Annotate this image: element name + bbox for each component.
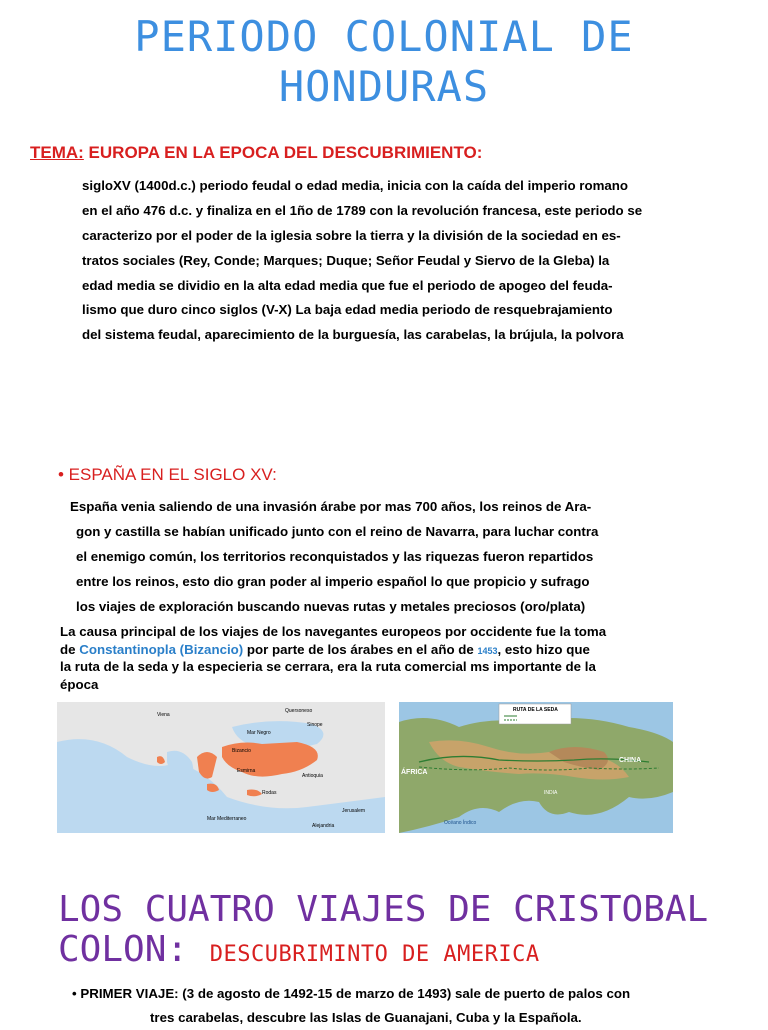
h2-line-1: LOS CUATRO VIAJES DE CRISTOBAL xyxy=(58,889,709,930)
viaje-line-2: tres carabelas, descubre las Islas de Guanajani, Cuba y la Española. xyxy=(150,1010,582,1025)
title-line-2: HONDURAS xyxy=(278,62,490,111)
p1-line: del sistema feudal, aparecimiento de la burguesía, las carabelas, la brújula, la polvora xyxy=(82,327,624,343)
cuatro-viajes-heading xyxy=(58,890,708,975)
map1-label: Bizancio xyxy=(232,748,251,754)
map1-label: Alejandria xyxy=(312,823,335,829)
causa-paragraph xyxy=(60,623,606,693)
viaje-line-1: • PRIMER VIAJE: (3 de agosto de 1492-15 de marzo de 1493) sale de puerto de palos con xyxy=(72,986,631,1001)
map1-label: Mar Mediterraneo xyxy=(207,816,247,822)
tema-heading xyxy=(30,143,482,163)
p2-line: gon y castilla se habían unificado junto con el reino de Navarra, para luchar contra xyxy=(76,523,599,539)
p3-line-3: la ruta de la seda y la especieria se cerrara, era la ruta comercial ms importante de la xyxy=(60,659,596,674)
primer-viaje xyxy=(72,982,630,1030)
p2-line: España venia saliendo de una invasión árabe por mas 700 años, los reinos de Ara- xyxy=(70,499,592,514)
map2-label: INDIA xyxy=(544,790,558,796)
map1-label: Antioquia xyxy=(302,773,323,779)
title-line-1: PERIODO COLONIAL DE xyxy=(134,12,634,61)
p3-line-1: La causa principal de los viajes de los navegantes europeos por occidente fue la toma xyxy=(60,624,607,639)
p3-line-4: época xyxy=(60,676,99,692)
tema-text: EUROPA EN LA EPOCA DEL DESCUBRIMIENTO: xyxy=(83,143,483,162)
h2-line-2 xyxy=(58,930,708,975)
p1-line: edad media se dividio en la alta edad media que fue el periodo de apogeo del feuda- xyxy=(82,277,613,293)
map1-label: Quersoneso xyxy=(285,708,313,714)
map2-label: CHINA xyxy=(619,757,642,764)
p2-line: el enemigo común, los territorios reconquistados y las riquezas fueron repartidos xyxy=(76,548,594,564)
p2-line: los viajes de exploración buscando nuevas rutas y metales preciosos (oro/plata) xyxy=(76,598,586,614)
p3-line-2-post: , esto hizo que xyxy=(497,641,590,657)
constantinopla-link: Constantinopla (Bizancio) xyxy=(79,641,244,657)
map1-label: Sinope xyxy=(307,722,323,728)
map1-label: Esmirna xyxy=(237,768,256,774)
h2-colon: COLON: xyxy=(58,929,210,970)
year-1453: 1453 xyxy=(477,645,498,656)
p3-line-2-mid: por parte de los árabes en el año de xyxy=(243,641,478,657)
p3-line-2 xyxy=(60,641,606,659)
p1-line: tratos sociales (Rey, Conde; Marques; Duque; Señor Feudal y Siervo de la Gleba) la xyxy=(82,252,610,268)
map1-label: Jerusalem xyxy=(342,808,366,814)
feudal-paragraph xyxy=(82,174,642,348)
p1-line: lismo que duro cinco siglos (V-X) La baja edad media periodo de resquebrajamiento xyxy=(82,302,613,318)
page-title xyxy=(0,12,768,112)
silk-road-title: RUTA DE LA SEDA xyxy=(513,707,558,713)
espana-heading: • ESPAÑA EN EL SIGLO XV: xyxy=(58,465,277,484)
espana-paragraph xyxy=(70,495,598,619)
p1-line: sigloXV (1400d.c.) periodo feudal o edad media, inicia con la caída del imperio romano xyxy=(82,178,629,193)
map2-label: ÁFRICA xyxy=(401,769,428,776)
h2-descubrimiento: DESCUBRIMINTO DE AMERICA xyxy=(209,942,540,967)
p2-line: entre los reinos, esto dio gran poder al imperio español lo que propicio y sufrago xyxy=(76,573,590,589)
map2-label: Océano Índico xyxy=(444,820,477,826)
tema-label: TEMA: xyxy=(30,143,84,162)
byzantine-map xyxy=(57,702,385,833)
p1-line: en el año 476 d.c. y finaliza en el 1ño de 1789 con la revolución francesa, este periodo se xyxy=(82,202,643,218)
map1-label: Viena xyxy=(157,712,170,718)
map1-label: Rodas xyxy=(262,790,277,796)
map1-label: Mar Negro xyxy=(247,730,271,736)
silk-road-map xyxy=(399,702,673,833)
p3-line-2-pre: de xyxy=(60,641,80,657)
p1-line: caracterizo por el poder de la iglesia sobre la tierra y la división de la sociedad en es- xyxy=(82,227,621,243)
